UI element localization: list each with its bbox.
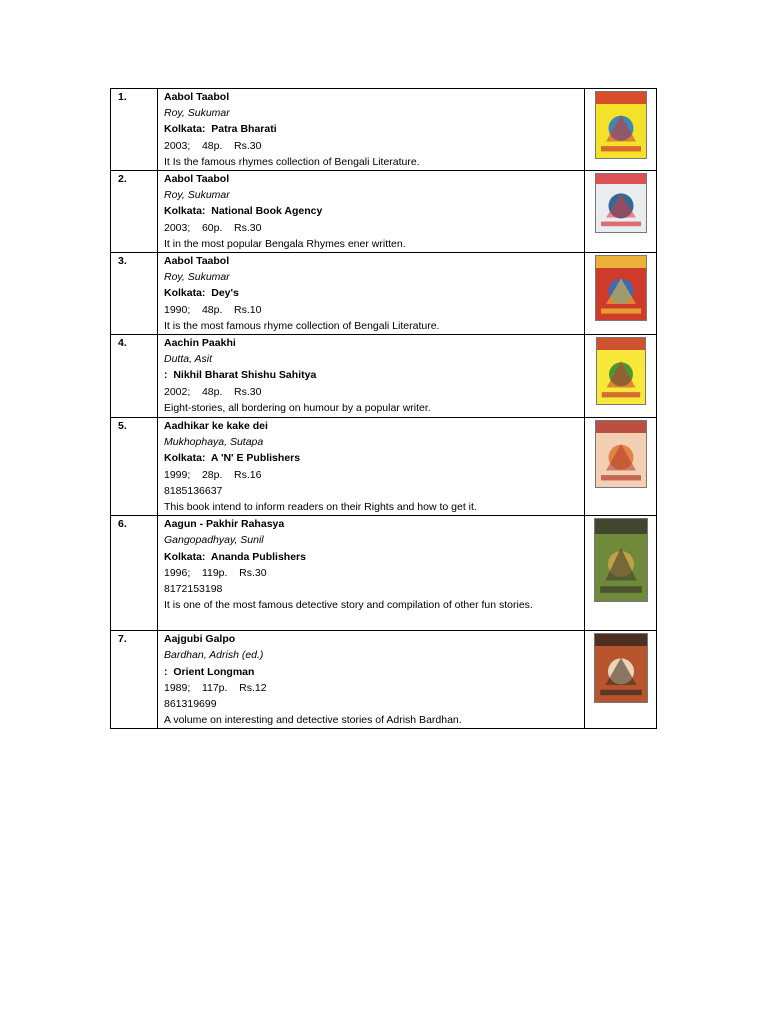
book-author: Roy, Sukumar bbox=[164, 271, 230, 284]
book-isbn: 8172153198 bbox=[164, 583, 223, 596]
book-author: Roy, Sukumar bbox=[164, 189, 230, 202]
book-details: 1989; 117p. Rs.12 bbox=[164, 681, 267, 694]
cover-cell bbox=[585, 335, 657, 418]
entry-number: 5. bbox=[111, 418, 158, 516]
book-cover-image bbox=[595, 91, 647, 159]
book-title: Aajgubi Galpo bbox=[164, 633, 236, 646]
book-publisher: Kolkata: A 'N' E Publishers bbox=[164, 452, 301, 465]
cover-cell bbox=[585, 253, 657, 335]
book-cover-image bbox=[595, 420, 647, 488]
entry-number: 3. bbox=[111, 253, 158, 335]
book-description: It is the most famous rhyme collection of Bengali Literature. bbox=[164, 319, 440, 332]
cover-cell bbox=[585, 631, 657, 729]
book-publisher: Kolkata: Ananda Publishers bbox=[164, 550, 306, 563]
book-description: A volume on interesting and detective stories of Adrish Bardhan. bbox=[164, 714, 462, 727]
book-description: It in the most popular Bengala Rhymes ener written. bbox=[164, 237, 406, 250]
book-description: It Is the famous rhymes collection of Bengali Literature. bbox=[164, 155, 420, 168]
book-details: 1996; 119p. Rs.30 bbox=[164, 566, 267, 579]
table-row bbox=[111, 631, 657, 729]
book-cover-image bbox=[594, 518, 648, 602]
book-author: Bardhan, Adrish (ed.) bbox=[164, 649, 264, 662]
table-row bbox=[111, 335, 657, 418]
book-info bbox=[158, 171, 585, 253]
table-row bbox=[111, 516, 657, 631]
book-title: Aagun - Pakhir Rahasya bbox=[164, 518, 285, 531]
book-details: 2002; 48p. Rs.30 bbox=[164, 385, 262, 398]
book-cover-image bbox=[596, 337, 646, 405]
book-details: 2003; 60p. Rs.30 bbox=[164, 221, 262, 234]
book-details: 1999; 28p. Rs.16 bbox=[164, 468, 262, 481]
book-title: Aabol Taabol bbox=[164, 91, 230, 103]
book-catalog-table bbox=[110, 88, 657, 729]
book-isbn: 861319699 bbox=[164, 698, 217, 711]
entry-number: 7. bbox=[111, 631, 158, 729]
book-isbn: 8185136637 bbox=[164, 484, 223, 497]
cover-cell bbox=[585, 418, 657, 516]
book-title: Aachin Paakhi bbox=[164, 337, 236, 350]
entry-number: 4. bbox=[111, 335, 158, 418]
table-row bbox=[111, 253, 657, 335]
book-title: Aabol Taabol bbox=[164, 255, 230, 268]
entry-number: 1. bbox=[111, 89, 158, 171]
book-info bbox=[158, 631, 585, 729]
book-author: Roy, Sukumar bbox=[164, 107, 230, 120]
book-publisher: Kolkata: Dey's bbox=[164, 287, 239, 300]
table-row bbox=[111, 418, 657, 516]
book-cover-image bbox=[594, 633, 648, 703]
cover-cell bbox=[585, 171, 657, 253]
book-publisher: Kolkata: National Book Agency bbox=[164, 205, 323, 218]
book-info bbox=[158, 253, 585, 335]
table-row bbox=[111, 89, 657, 171]
cover-cell bbox=[585, 89, 657, 171]
book-cover-image bbox=[595, 255, 647, 321]
book-author: Gangopadhyay, Sunil bbox=[164, 534, 264, 547]
table-row bbox=[111, 171, 657, 253]
cover-cell bbox=[585, 516, 657, 631]
book-publisher: : Orient Longman bbox=[164, 665, 255, 678]
book-publisher: Kolkata: Patra Bharati bbox=[164, 123, 277, 136]
book-title: Aadhikar ke kake dei bbox=[164, 420, 268, 433]
book-info bbox=[158, 89, 585, 171]
book-publisher: : Nikhil Bharat Shishu Sahitya bbox=[164, 369, 317, 382]
book-description: Eight-stories, all bordering on humour by a popular writer. bbox=[164, 401, 431, 414]
entry-number: 6. bbox=[111, 516, 158, 631]
book-title: Aabol Taabol bbox=[164, 173, 230, 186]
book-description: It is one of the most famous detective story and compilation of other fun stories. bbox=[164, 599, 533, 612]
book-info bbox=[158, 516, 585, 631]
book-info bbox=[158, 335, 585, 418]
book-author: Dutta, Asit bbox=[164, 353, 213, 366]
entry-number: 2. bbox=[111, 171, 158, 253]
book-details: 1990; 48p. Rs.10 bbox=[164, 303, 262, 316]
book-info bbox=[158, 418, 585, 516]
book-author: Mukhophaya, Sutapa bbox=[164, 436, 264, 449]
book-details: 2003; 48p. Rs.30 bbox=[164, 139, 262, 152]
book-cover-image bbox=[595, 173, 647, 233]
book-description: This book intend to inform readers on their Rights and how to get it. bbox=[164, 501, 477, 514]
